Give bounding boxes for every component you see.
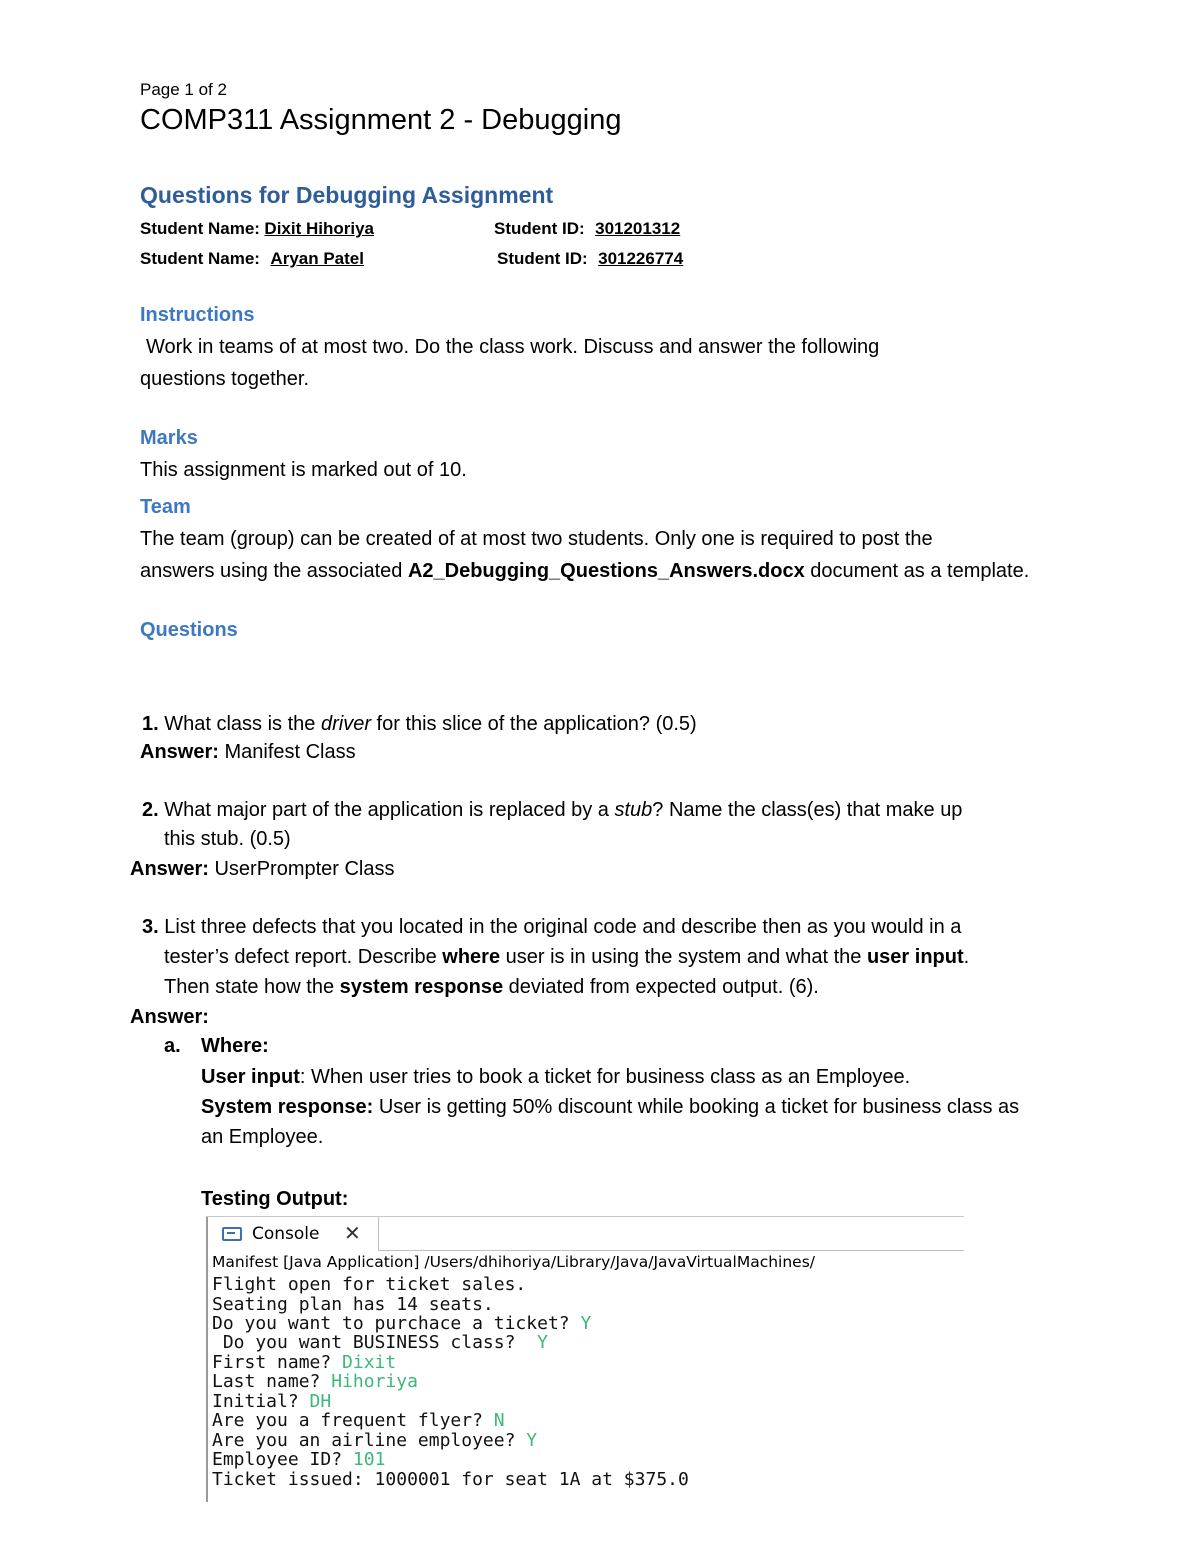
console-tab[interactable]	[208, 1217, 379, 1251]
team-heading: Team	[140, 496, 191, 518]
system-response-line: System response: User is getting 50% discount while booking a ticket for business class as	[201, 1096, 1020, 1118]
student-row	[140, 219, 374, 239]
question-3: 3. List three defects that you located in the original code and describe then as you would in a	[142, 916, 962, 938]
answer-1: Answer: Manifest Class	[140, 741, 356, 763]
console-tab-label: Console	[252, 1224, 320, 1244]
instructions-text: questions together.	[140, 368, 310, 390]
student-name-label: Student Name:	[140, 249, 260, 268]
team-text: The team (group) can be created of at most two students. Only one is required to post the	[140, 528, 933, 550]
console-line: Flight open for ticket sales.	[212, 1274, 527, 1295]
console-icon	[222, 1227, 242, 1241]
console-divider	[378, 1250, 964, 1251]
student-id: 301226774	[598, 249, 684, 268]
questions-heading: Questions	[140, 619, 238, 641]
section-heading: Questions for Debugging Assignment	[140, 182, 554, 208]
team-text: answers using the associated A2_Debugging_Questions_Answers.docx document as a template.	[140, 560, 1030, 582]
question-3-cont: tester’s defect report. Describe where user is in using the system and what the user input.	[164, 946, 970, 968]
system-response-cont: an Employee.	[201, 1126, 324, 1148]
question-number: 1.	[142, 713, 159, 735]
answer-2: Answer: UserPrompter Class	[130, 858, 395, 880]
student-id-row	[497, 249, 683, 269]
console-line: Do you want BUSINESS class? Y	[212, 1332, 548, 1353]
where-label: Where:	[201, 1035, 269, 1057]
answer-label: Answer:	[130, 858, 209, 880]
instructions-text: Work in teams of at most two. Do the class work. Discuss and answer the following	[146, 336, 880, 358]
console-line: Are you an airline employee? Y	[212, 1430, 538, 1451]
page-number: Page 1 of 2	[140, 80, 227, 99]
question-1: 1. What class is the driver for this slice of the application? (0.5)	[142, 713, 697, 735]
console-line: Seating plan has 14 seats.	[212, 1294, 494, 1315]
marks-heading: Marks	[140, 427, 198, 449]
close-icon[interactable]: ✕	[344, 1221, 361, 1245]
student-id-label: Student ID:	[494, 219, 585, 238]
student-name: Dixit Hihoriya	[264, 219, 375, 238]
console-border	[206, 1216, 208, 1502]
console-line: Do you want to purchace a ticket? Y	[212, 1313, 592, 1334]
user-input-line: User input: When user tries to book a ticket for business class as an Employee.	[201, 1066, 911, 1088]
student-id: 301201312	[595, 219, 681, 238]
instructions-heading: Instructions	[140, 304, 255, 326]
student-id-label: Student ID:	[497, 249, 588, 268]
marks-text: This assignment is marked out of 10.	[140, 459, 467, 481]
template-filename: A2_Debugging_Questions_Answers.docx	[407, 560, 805, 582]
console-launch-path: Manifest [Java Application] /Users/dhihoriya/Library/Java/JavaVirtualMachines/	[212, 1253, 816, 1271]
list-letter: a.	[164, 1035, 181, 1057]
student-name: Aryan Patel	[270, 249, 364, 268]
console-line: Are you a frequent flyer? N	[212, 1410, 505, 1431]
console-line: First name? Dixit	[212, 1352, 397, 1373]
console-line: Ticket issued: 1000001 for seat 1A at $375.0	[212, 1469, 689, 1490]
student-row	[140, 249, 364, 269]
answer-label: Answer:	[130, 1006, 209, 1028]
student-id-row	[494, 219, 680, 239]
console-line: Initial? DH	[212, 1391, 332, 1412]
document-title: COMP311 Assignment 2 - Debugging	[140, 104, 622, 136]
testing-output-label: Testing Output:	[201, 1188, 349, 1210]
console-output-image	[206, 1216, 966, 1502]
student-name-label: Student Name:	[140, 219, 260, 238]
console-line: Last name? Hihoriya	[212, 1371, 418, 1392]
console-line: Employee ID? 101	[212, 1449, 386, 1470]
question-number: 3.	[142, 916, 159, 938]
answer-label: Answer:	[140, 741, 219, 763]
question-2-cont: this stub. (0.5)	[164, 828, 291, 850]
question-number: 2.	[142, 799, 159, 821]
question-2: 2. What major part of the application is replaced by a stub? Name the class(es) that make up	[142, 799, 963, 821]
question-3-cont: Then state how the system response deviated from expected output. (6).	[164, 976, 819, 998]
